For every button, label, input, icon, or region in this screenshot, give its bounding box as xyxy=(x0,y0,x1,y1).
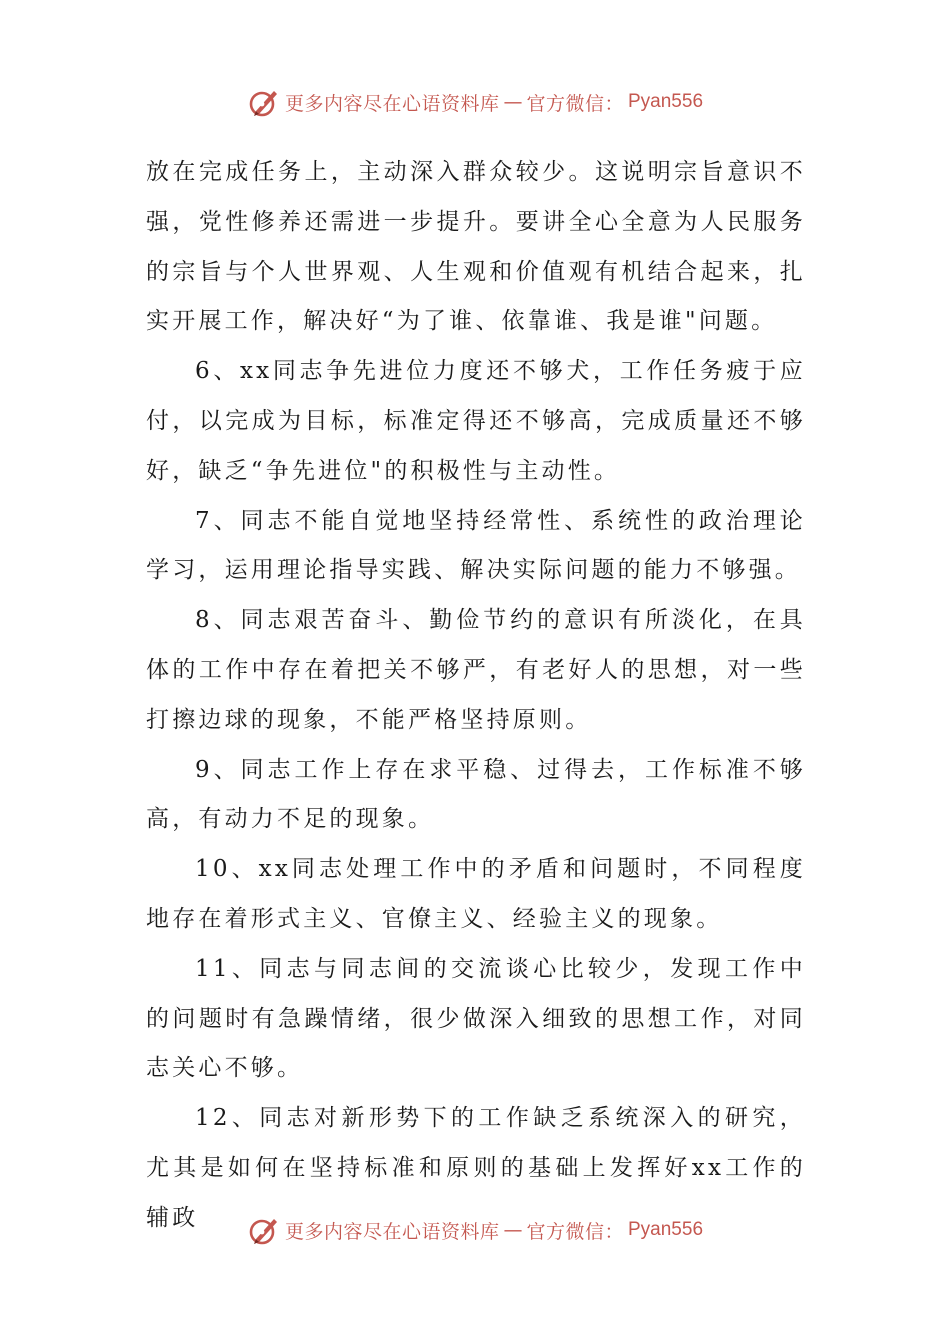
paragraph-continuation: 放在完成任务上，主动深入群众较少。这说明宗旨意识不强，党性修养还需进一步提升。要讲全心全意为人民服务的宗旨与个人世界观、人生观和价值观有机结合起来，扎实开展工作，解决好“为了谁、依靠谁、我是谁"问题。 xyxy=(146,159,806,335)
header-banner-content xyxy=(247,85,703,119)
footer-banner xyxy=(0,1210,950,1250)
paragraph-item-7: 7、同志不能自觉地坚持经常性、系统性的政治理论学习，运用理论指导实践、解决实际问题的能力不够强。 xyxy=(146,507,806,584)
footer-banner-wechat-id: Pyan556 xyxy=(628,1219,704,1240)
paragraph-item-8: 8、同志艰苦奋斗、勤俭节约的意识有所淡化，在具体的工作中存在着把关不够严，有老好人的思想，对一些打擦边球的现象，不能严格坚持原则。 xyxy=(146,607,806,733)
footer-banner-separator: — xyxy=(503,1219,523,1241)
footer-banner-content xyxy=(247,1213,703,1247)
header-banner xyxy=(0,82,950,122)
pen-circle-logo-icon xyxy=(247,85,281,119)
header-banner-text: 更多内容尽在心语资料库 xyxy=(284,92,500,115)
footer-banner-text: 更多内容尽在心语资料库 xyxy=(284,1220,500,1243)
header-banner-label: 官方微信： xyxy=(526,92,624,115)
header-banner-wechat-id: Pyan556 xyxy=(628,91,704,112)
document-body xyxy=(146,148,806,1244)
paragraph-item-11: 11、同志与同志间的交流谈心比较少，发现工作中的问题时有急躁情绪，很少做深入细致的思想工作，对同志关心不够。 xyxy=(146,955,806,1082)
pen-circle-logo-icon xyxy=(247,1213,281,1247)
paragraph-item-6: 6、xx同志争先进位力度还不够犬，工作任务疲于应付，以完成为目标，标准定得还不够高，完成质量还不够好，缺乏“争先进位"的积极性与主动性。 xyxy=(146,358,806,484)
header-banner-separator: — xyxy=(503,91,523,113)
paragraph-item-9: 9、同志工作上存在求平稳、过得去，工作标准不够高，有动力不足的现象。 xyxy=(146,756,806,833)
footer-banner-label: 官方微信： xyxy=(526,1220,624,1243)
paragraph-item-12: 12、同志对新形势下的工作缺乏系统深入的研究，尤其是如何在坚持标准和原则的基础上发挥好xx工作的辅政 xyxy=(146,1105,806,1231)
paragraph-item-10: 10、xx同志处理工作中的矛盾和问题时，不同程度地存在着形式主义、官僚主义、经验主义的现象。 xyxy=(146,856,806,932)
